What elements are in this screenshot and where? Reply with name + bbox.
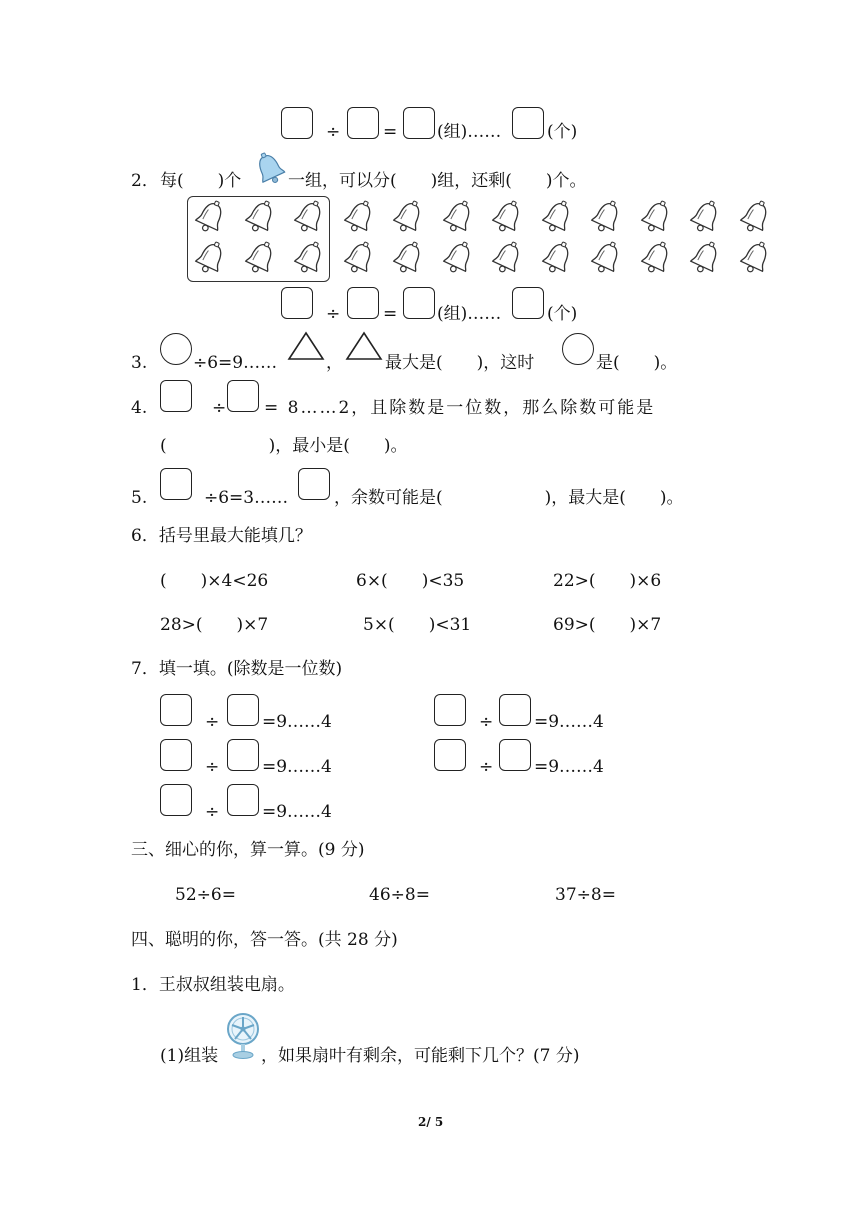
answer-box[interactable] (347, 107, 379, 139)
answer-box[interactable] (160, 468, 192, 500)
q7-rhs: =9……4 (534, 712, 604, 732)
answer-box[interactable] (512, 287, 544, 319)
q3-number: 3. (131, 353, 148, 373)
answer-box[interactable] (499, 739, 531, 771)
bell-icon (440, 240, 476, 282)
problem-1a-text-a: (1)组装 (160, 1046, 219, 1066)
remainder-unit: (个) (547, 304, 578, 324)
q5-number: 5. (131, 488, 148, 508)
answer-box[interactable] (434, 739, 466, 771)
bell-icon (390, 199, 426, 241)
q6-item: 22>( )×6 (553, 571, 662, 591)
bell-icon (192, 240, 228, 282)
q7-rhs: =9……4 (534, 757, 604, 777)
bell-icon (588, 240, 624, 282)
answer-box[interactable] (160, 739, 192, 771)
calc-item: 46÷8= (369, 885, 430, 905)
problem-1a-text-b: ，如果扇叶有剩余，可能剩下几个？(7 分) (261, 1046, 580, 1066)
bell-icon (588, 199, 624, 241)
q2-number: 2． (131, 171, 159, 191)
eq-sign: = (383, 304, 398, 324)
page-number: 2/ 5 (418, 1115, 444, 1129)
group-text: (组)…… (437, 122, 502, 142)
q6-item: 6×( )<35 (356, 571, 465, 591)
q4-text-a: = 8……2，且除数是一位数，那么除数可能是 (264, 398, 656, 418)
q7-rhs: =9……4 (262, 757, 332, 777)
fan-icon (225, 1012, 261, 1060)
answer-box[interactable] (512, 107, 544, 139)
div-sign: ÷ (479, 757, 494, 777)
q3-text-b: 最大是( )，这时 (385, 353, 535, 373)
div-sign: ÷ (479, 712, 494, 732)
q7-title: 7．填一填。(除数是一位数) (131, 659, 343, 679)
bell-icon (638, 240, 674, 282)
bell-icon (638, 199, 674, 241)
q6-title: 6．括号里最大能填几？ (131, 526, 312, 546)
bell-icon (390, 240, 426, 282)
bell-icon (242, 199, 278, 241)
q2-text-a: 每( )个 (160, 171, 242, 191)
bell-icon (341, 240, 377, 282)
bell-icon (341, 199, 377, 241)
q3-text-a: ÷6=9…… (193, 353, 278, 373)
answer-box[interactable] (281, 107, 313, 139)
answer-box[interactable] (347, 287, 379, 319)
calc-item: 52÷6= (175, 885, 236, 905)
answer-box[interactable] (281, 287, 313, 319)
group-text: (组)…… (437, 304, 502, 324)
circle-shape (160, 333, 192, 365)
q7-rhs: =9……4 (262, 712, 332, 732)
answer-box[interactable] (403, 107, 435, 139)
bell-icon (291, 199, 327, 241)
problem-1: 1．王叔叔组装电扇。 (131, 975, 295, 995)
div-sign: ÷ (212, 398, 227, 418)
bell-icon (687, 240, 723, 282)
q4-text-b: ( )，最小是( )。 (160, 436, 408, 456)
q3-text-c: 是( )。 (596, 353, 678, 373)
triangle-shape (287, 331, 325, 361)
q3-comma: ， (326, 353, 343, 373)
q4-number: 4. (131, 398, 148, 418)
bell-icon (539, 240, 575, 282)
triangle-shape (345, 331, 383, 361)
bell-icon (192, 199, 228, 241)
bell-icon (489, 199, 525, 241)
q6-item: 69>( )×7 (553, 615, 662, 635)
answer-box[interactable] (227, 739, 259, 771)
q6-item: 28>( )×7 (160, 615, 269, 635)
answer-box[interactable] (160, 784, 192, 816)
remainder-unit: (个) (547, 122, 578, 142)
q5-text-a: ÷6=3…… (204, 488, 289, 508)
div-sign: ÷ (205, 802, 220, 822)
div-sign: ÷ (205, 757, 220, 777)
bell-icon (254, 152, 286, 186)
answer-box[interactable] (160, 380, 192, 412)
bell-icon (539, 199, 575, 241)
eq-sign: = (383, 122, 398, 142)
answer-box[interactable] (499, 694, 531, 726)
q6-item: ( )×4<26 (160, 571, 269, 591)
q6-item: 5×( )<31 (363, 615, 472, 635)
calc-item: 37÷8= (555, 885, 616, 905)
bell-icon (291, 240, 327, 282)
section-4-title: 四、聪明的你，答一答。(共 28 分) (131, 930, 398, 950)
div-sign: ÷ (326, 304, 341, 324)
q2-text-b: 一组，可以分( )组，还剩( )个。 (288, 171, 587, 191)
circle-shape (562, 333, 594, 365)
q7-rhs: =9……4 (262, 802, 332, 822)
bell-icon (737, 240, 773, 282)
answer-box[interactable] (434, 694, 466, 726)
div-sign: ÷ (205, 712, 220, 732)
section-3-title: 三、细心的你，算一算。(9 分) (131, 840, 365, 860)
bell-icon (440, 199, 476, 241)
q5-text-b: ，余数可能是( )，最大是( )。 (334, 488, 684, 508)
answer-box[interactable] (227, 380, 259, 412)
div-sign: ÷ (326, 122, 341, 142)
answer-box[interactable] (227, 694, 259, 726)
answer-box[interactable] (298, 468, 330, 500)
answer-box[interactable] (160, 694, 192, 726)
answer-box[interactable] (403, 287, 435, 319)
bell-icon (489, 240, 525, 282)
answer-box[interactable] (227, 784, 259, 816)
bell-icon (687, 199, 723, 241)
bell-icon (242, 240, 278, 282)
bell-icon (737, 199, 773, 241)
